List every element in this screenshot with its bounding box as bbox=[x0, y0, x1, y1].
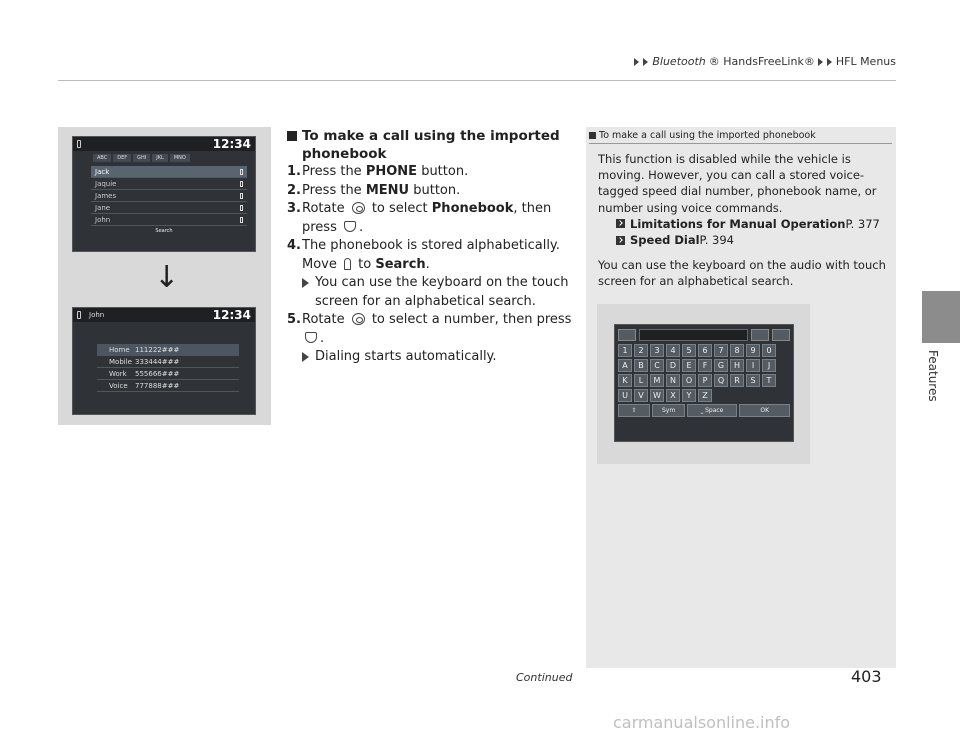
keyboard-row bbox=[618, 344, 790, 357]
keyboard-key: D bbox=[666, 359, 680, 372]
cross-reference-icon bbox=[616, 236, 625, 245]
note-title: To make a call using the imported phonebook bbox=[589, 130, 892, 144]
search-field bbox=[639, 329, 748, 341]
note-body bbox=[598, 151, 888, 290]
header-rule bbox=[58, 80, 896, 81]
contact-list bbox=[91, 166, 247, 226]
note-paragraph: This function is disabled while the vehicle is moving. However, you can call a stored voice-tagged speed dial number, phonebook name, or number using voice commands. bbox=[598, 152, 877, 215]
breadcrumb-arrow-icon bbox=[818, 58, 823, 66]
interface-dial-icon bbox=[352, 313, 365, 325]
cross-reference-link[interactable]: Speed Dial P. 394 bbox=[598, 232, 888, 248]
step-1: 1. Press the PHONE button. bbox=[287, 164, 469, 179]
keyboard-input-bar bbox=[618, 329, 790, 341]
search-label: Search bbox=[155, 228, 173, 234]
tab-mno: MNO bbox=[170, 154, 190, 162]
result-arrow-icon bbox=[302, 278, 309, 288]
tab-abc: ABC bbox=[93, 154, 111, 162]
keyboard-row bbox=[618, 374, 790, 387]
space-key: ⎵ Space bbox=[687, 404, 738, 417]
keyboard-key: T bbox=[762, 374, 776, 387]
breadcrumb-arrow-icon bbox=[634, 58, 639, 66]
number-list bbox=[97, 344, 239, 392]
tab-jkl: JKL bbox=[152, 154, 168, 162]
step-3: 3. Rotate to select Phonebook, then press . bbox=[287, 201, 552, 235]
list-item: Jaquie bbox=[91, 178, 247, 190]
phone-icon bbox=[77, 311, 81, 319]
table-row: Work 555666### bbox=[97, 368, 239, 380]
breadcrumb-arrow-icon bbox=[827, 58, 832, 66]
keyboard-key: J bbox=[762, 359, 776, 372]
table-row: Mobile 333444### bbox=[97, 356, 239, 368]
bullet-square-icon bbox=[287, 131, 297, 141]
delete-icon bbox=[772, 329, 790, 341]
phone-icon bbox=[618, 329, 636, 341]
keyboard-key: U bbox=[618, 389, 632, 402]
keyboard-key: N bbox=[666, 374, 680, 387]
keyboard-key: M bbox=[650, 374, 664, 387]
keyboard-key: 8 bbox=[730, 344, 744, 357]
table-row: Home 111222### bbox=[97, 344, 239, 356]
keyboard-key: G bbox=[714, 359, 728, 372]
keyboard-key: I bbox=[746, 359, 760, 372]
keyboard-key: P bbox=[698, 374, 712, 387]
keyboard-key: H bbox=[730, 359, 744, 372]
list-item: Jack bbox=[91, 166, 247, 178]
arrow-down-icon: ↓ bbox=[154, 260, 180, 295]
keyboard-key: B bbox=[634, 359, 648, 372]
watermark: carmanualsonline.info bbox=[613, 713, 791, 732]
ok-key: OK bbox=[739, 404, 790, 417]
keyboard-key: V bbox=[634, 389, 648, 402]
phonebook-screen bbox=[72, 136, 256, 252]
keyboard-key: 0 bbox=[762, 344, 776, 357]
keyboard-key: W bbox=[650, 389, 664, 402]
press-dial-icon bbox=[305, 332, 317, 343]
step-5-note: Dialing starts automatically. bbox=[287, 348, 577, 367]
keyboard-key: O bbox=[682, 374, 696, 387]
clock: 12:34 bbox=[212, 137, 251, 151]
step-5: 5. Rotate to select a number, then press . bbox=[287, 312, 572, 346]
breadcrumb-bluetooth: Bluetooth bbox=[652, 55, 706, 68]
press-dial-icon bbox=[344, 221, 356, 232]
list-item: Jane bbox=[91, 202, 247, 214]
tab-def: DEF bbox=[113, 154, 131, 162]
interface-dial-icon bbox=[352, 202, 365, 214]
keyboard-key: F bbox=[698, 359, 712, 372]
list-item: John bbox=[91, 214, 247, 226]
section-tab bbox=[922, 291, 960, 343]
keyboard-key: R bbox=[730, 374, 744, 387]
table-row: Voice 777888### bbox=[97, 380, 239, 392]
step-2: 2. Press the MENU button. bbox=[287, 182, 461, 198]
result-arrow-icon bbox=[302, 352, 309, 362]
touch-keyboard-screen bbox=[614, 324, 794, 442]
keyboard-key: 1 bbox=[618, 344, 632, 357]
keyboard-keys bbox=[618, 344, 790, 402]
keyboard-key: 3 bbox=[650, 344, 664, 357]
keyboard-key: K bbox=[618, 374, 632, 387]
phone-icon bbox=[240, 217, 243, 223]
cross-reference-link[interactable]: Limitations for Manual Operation P. 377 bbox=[598, 216, 888, 232]
shift-key: ⇧ bbox=[618, 404, 650, 417]
keyboard-figure bbox=[597, 304, 810, 464]
phone-icon bbox=[240, 205, 243, 211]
cross-reference-icon bbox=[616, 219, 625, 228]
keyboard-key: 4 bbox=[666, 344, 680, 357]
keyboard-key: X bbox=[666, 389, 680, 402]
section-label: Features bbox=[926, 350, 940, 402]
keyboard-key: E bbox=[682, 359, 696, 372]
phonebook-figure bbox=[58, 127, 271, 425]
clock: 12:34 bbox=[212, 308, 251, 322]
instructions bbox=[287, 127, 577, 367]
keyboard-row bbox=[618, 389, 790, 402]
keyboard-key: S bbox=[746, 374, 760, 387]
breadcrumb bbox=[634, 55, 896, 68]
keyboard-key: Q bbox=[714, 374, 728, 387]
phone-icon bbox=[240, 169, 243, 175]
keyboard-key: 6 bbox=[698, 344, 712, 357]
list-item: James bbox=[91, 190, 247, 202]
step-4: 4. The phonebook is stored alphabetically. Move to Search. bbox=[287, 238, 560, 272]
keyboard-bottom-row bbox=[618, 404, 790, 417]
keyboard-key: 5 bbox=[682, 344, 696, 357]
contact-name: John bbox=[89, 311, 105, 319]
screen-status-bar bbox=[73, 137, 255, 151]
breadcrumb-hfl: ® HandsFreeLink® bbox=[708, 55, 815, 68]
move-dial-icon bbox=[344, 258, 351, 270]
keyboard-key: Y bbox=[682, 389, 696, 402]
keyboard-key: 9 bbox=[746, 344, 760, 357]
sym-key: Sym bbox=[652, 404, 684, 417]
keyboard-key: A bbox=[618, 359, 632, 372]
contact-detail-screen bbox=[72, 307, 256, 415]
section-heading: To make a call using the imported phonebook bbox=[287, 127, 577, 163]
phone-icon bbox=[240, 181, 243, 187]
note-paragraph: You can use the keyboard on the audio with touch screen for an alphabetical search. bbox=[598, 258, 886, 289]
keyboard-key: Z bbox=[698, 389, 712, 402]
note-icon bbox=[589, 132, 596, 139]
keyboard-key: L bbox=[634, 374, 648, 387]
keyboard-key: 2 bbox=[634, 344, 648, 357]
breadcrumb-hfl-menus: HFL Menus bbox=[835, 55, 896, 68]
step-4-note: You can use the keyboard on the touch screen for an alphabetical search. bbox=[287, 274, 577, 311]
screen-status-bar bbox=[73, 308, 255, 322]
keyboard-key: C bbox=[650, 359, 664, 372]
alphabet-tabs bbox=[73, 151, 255, 164]
back-arrow-icon bbox=[751, 329, 769, 341]
tab-ghi: GHI bbox=[133, 154, 150, 162]
phone-icon bbox=[240, 193, 243, 199]
phone-icon bbox=[77, 140, 81, 148]
keyboard-row bbox=[618, 359, 790, 372]
breadcrumb-arrow-icon bbox=[643, 58, 648, 66]
keyboard-key: 7 bbox=[714, 344, 728, 357]
page-number: 403 bbox=[851, 667, 882, 686]
continued-label: Continued bbox=[516, 671, 573, 684]
